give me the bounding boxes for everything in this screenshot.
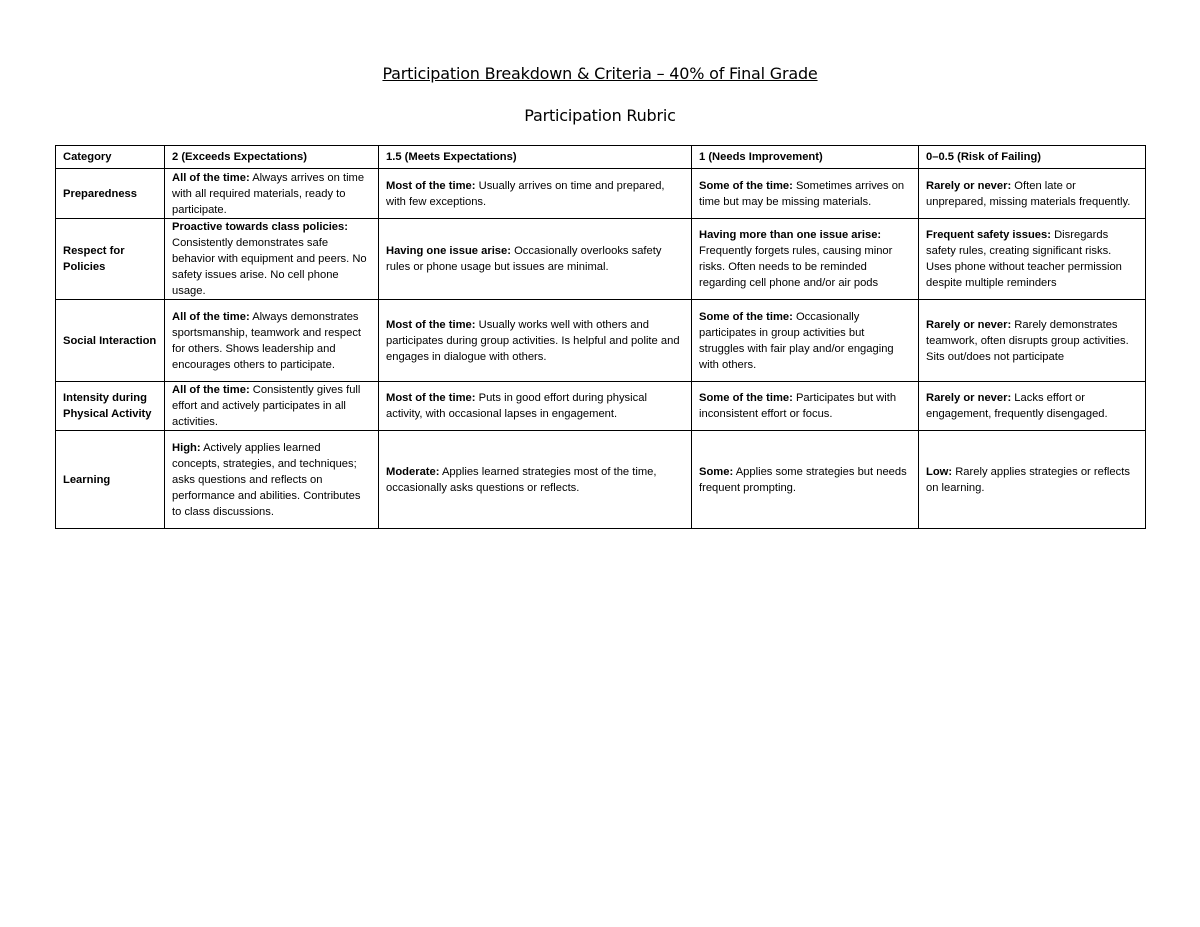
table-cell xyxy=(379,169,692,219)
table-cell xyxy=(919,219,1146,300)
table-row xyxy=(56,382,1146,431)
cell-text: Always arrives on time with all required materials, ready to participate. xyxy=(172,171,365,216)
cell-lead: Most of the time: xyxy=(386,179,476,192)
cell-text: Usually arrives on time and prepared, with few exceptions. xyxy=(386,179,665,208)
table-cell xyxy=(165,169,379,219)
cell-text: Often late or unprepared, missing materials frequently. xyxy=(926,179,1131,208)
cell-text: Participates but with inconsistent effort or focus. xyxy=(699,392,897,420)
document-title: Participation Breakdown & Criteria – 40% of Final Grade xyxy=(382,64,818,83)
cell-lead: Having one issue arise: xyxy=(386,245,511,257)
row-category: Respect for Policies xyxy=(56,219,165,300)
cell-text: Occasionally participates in group activities but struggles with fair play and/or engaging with others. xyxy=(699,310,894,371)
cell-lead: Most of the time: xyxy=(386,318,476,331)
rubric-title: Participation Rubric xyxy=(524,106,676,125)
table-cell xyxy=(379,219,692,300)
cell-lead: Having more than one issue arise: xyxy=(699,229,882,241)
table-row xyxy=(56,169,1146,219)
cell-text: Applies some strategies but needs frequent prompting. xyxy=(699,465,907,494)
table-row xyxy=(56,219,1146,300)
header-exceeds: 2 (Exceeds Expectations) xyxy=(165,146,379,169)
cell-lead: Rarely or never: xyxy=(926,318,1012,331)
table-cell xyxy=(165,219,379,300)
cell-text: Frequently forgets rules, causing minor risks. Often needs to be reminded regarding cell phone and/or air pods xyxy=(699,245,893,289)
table-row xyxy=(56,431,1146,529)
header-needs-improvement: 1 (Needs Improvement) xyxy=(692,146,919,169)
cell-lead: All of the time: xyxy=(172,171,250,184)
table-cell xyxy=(919,431,1146,529)
table-cell xyxy=(692,219,919,300)
cell-lead: Low: xyxy=(926,465,953,478)
cell-lead: High: xyxy=(172,441,201,454)
cell-text: Occasionally overlooks safety rules or phone usage but issues are minimal. xyxy=(386,245,662,273)
row-category: Social Interaction xyxy=(56,300,165,382)
row-category: Intensity during Physical Activity xyxy=(56,382,165,431)
table-cell xyxy=(379,382,692,431)
cell-lead: All of the time: xyxy=(172,384,250,396)
cell-lead: Most of the time: xyxy=(386,392,476,404)
table-cell xyxy=(165,382,379,431)
table-cell xyxy=(165,431,379,529)
cell-lead: Some: xyxy=(699,465,734,478)
cell-lead: All of the time: xyxy=(172,310,250,323)
cell-lead: Moderate: xyxy=(386,465,440,478)
cell-text: Disregards safety rules, creating significant risks. Uses phone without teacher permission despite multiple reminders xyxy=(926,229,1122,289)
header-meets: 1.5 (Meets Expectations) xyxy=(379,146,692,169)
table-cell xyxy=(919,169,1146,219)
cell-lead: Frequent safety issues: xyxy=(926,229,1051,241)
row-category: Learning xyxy=(56,431,165,529)
table-cell xyxy=(692,300,919,382)
table-cell xyxy=(919,300,1146,382)
table-cell xyxy=(692,431,919,529)
table-row xyxy=(56,300,1146,382)
cell-lead: Some of the time: xyxy=(699,310,793,323)
table-header-row xyxy=(56,146,1146,169)
table-cell xyxy=(379,431,692,529)
row-category: Preparedness xyxy=(56,169,165,219)
cell-text: Consistently demonstrates safe behavior with equipment and peers. No safety issues arise. No cell phone usage. xyxy=(172,237,367,297)
cell-lead: Some of the time: xyxy=(699,179,793,192)
cell-text: Actively applies learned concepts, strategies, and techniques; asks questions and reflects on performance and abilities. Contributes to class discussions. xyxy=(172,441,361,518)
cell-text: Rarely demonstrates teamwork, often disrupts group activities. Sits out/does not participate xyxy=(926,318,1129,363)
table-cell xyxy=(692,169,919,219)
participation-rubric-table xyxy=(55,145,1146,529)
table-cell xyxy=(692,382,919,431)
cell-text: Sometimes arrives on time but may be missing materials. xyxy=(699,179,905,208)
cell-text: Applies learned strategies most of the time, occasionally asks questions or reflects. xyxy=(386,465,657,494)
header-category: Category xyxy=(56,146,165,169)
table-cell xyxy=(379,300,692,382)
cell-lead: Proactive towards class policies: xyxy=(172,221,348,233)
cell-text: Usually works well with others and participates during group activities. Is helpful and polite and engages in dialogue with others. xyxy=(386,318,680,363)
cell-text: Consistently gives full effort and actively participates in all activities. xyxy=(172,384,361,428)
cell-text: Puts in good effort during physical activity, with occasional lapses in engagement. xyxy=(386,392,647,420)
cell-text: Always demonstrates sportsmanship, teamwork and respect for others. Shows leadership and encourages others to participate. xyxy=(172,310,362,371)
table-cell xyxy=(165,300,379,382)
cell-lead: Rarely or never: xyxy=(926,179,1012,192)
table-cell xyxy=(919,382,1146,431)
cell-text: Lacks effort or engagement, frequently disengaged. xyxy=(926,392,1108,420)
cell-text: Rarely applies strategies or reflects on learning. xyxy=(926,465,1130,494)
header-risk-of-failing: 0–0.5 (Risk of Failing) xyxy=(919,146,1146,169)
cell-lead: Rarely or never: xyxy=(926,392,1012,404)
cell-lead: Some of the time: xyxy=(699,392,793,404)
